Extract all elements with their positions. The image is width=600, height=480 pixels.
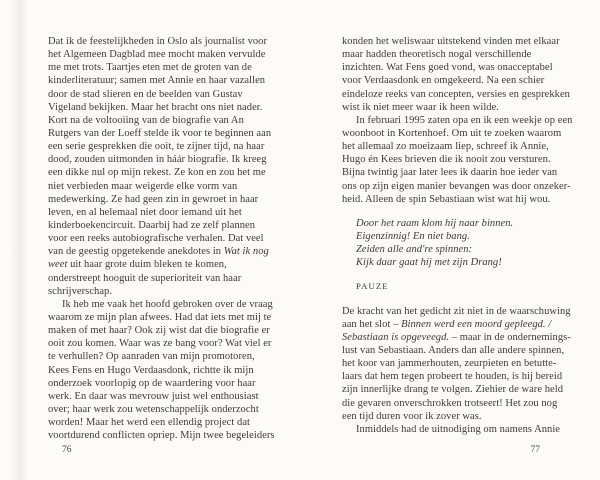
poem-line: Kijk daar gaat hij met zijn Drang! [356,257,502,269]
text-line: inzichten. Wat Fens goed vond, was onacceptabel [342,62,553,74]
blank-line [342,206,577,217]
text-line: van de geestig opgetekende anekdotes in Wat ik nog [48,246,269,258]
text-line: een tijd duren voor ik zover was. [342,410,482,422]
text-line: eindeloze reeks van concepten, versies en gesprekken [342,88,570,100]
text-line: ooit zou komen. Waar was ze bang voor? Wat viel er [48,338,272,350]
text-line: Kees Fens en Hugo Verdaasdonk, richtte ik mijn [48,364,254,376]
text-line: wist ik niet meer waar ik heen wilde. [342,101,499,113]
text-line: ons op zijn eigen manier bevangen was door onzeker- [342,180,571,192]
text-line: een serie gesprekken die ooit, te zijner tijd, na haar [48,141,265,153]
page-left-text [48,35,293,442]
text-line: werk. En daar was mevrouw juist wel enthousiast [48,390,259,402]
text-line: Kort na de voltooiing van de biografie van An [48,114,244,126]
text-line: medewerking. Ze had geen zin in gewroet in haar [48,193,259,205]
page-edge-shadow [10,0,28,480]
text-line: het Algemeen Dagblad mee mocht maken vervulde [48,49,266,61]
text-line: Bijna twintig jaar later lees ik daarin hoe ieder van [342,167,558,179]
text-line: het koor van jammerhouten, zeurpieten en betutte- [342,358,557,370]
text-line: kinderliteratuur; samen met Annie en haar vazallen [48,75,266,87]
text-line: Inmiddels had de uitnodiging om namens Annie [356,423,561,435]
text-line: over; haar werk zou wetenschappelijk onderzocht [48,403,259,415]
text-line: onderstreept hooguit de superioriteit van haar [48,272,242,284]
page-number-right: 77 [530,445,540,455]
text-line: konden het weliswaar uitstekend vinden met elkaar [342,36,560,47]
text-line: kinderboekencircuit. Daarbij had ze zelf plannen [48,219,256,231]
text-line: weet uit haar grote duim bleken te komen, [48,259,227,271]
page-right-text [342,35,577,436]
text-line: schrijverschap. [48,285,113,297]
page-number-left: 76 [62,445,72,455]
text-line: voor een reeks autobiografische verhalen. Dat veel [48,233,264,245]
text-line: woonboot in Kortenhoef. Om uit te zoeken waarom [342,127,562,139]
text-line: Sebastiaan is opgeveegd. – maar in de ondernemings- [342,331,571,343]
text-line: niet verbieden maar weigerde elke vorm van [48,180,238,192]
text-line: lust van Sebastiaan. Anders dan alle andere spinnen, [342,344,565,356]
text-line: maar hadden theoretisch nogal verschillende [342,49,532,61]
blank-line [342,269,577,280]
text-line: een dikke nul op mijn rekest. Ze kon en zou het me [48,167,266,179]
text-line: De kracht van het gedicht zit niet in de waarschuwing [342,305,571,317]
text-line: die gevaren onverschrokken trotseert! Het zou nog [342,397,558,409]
text-line: Dat ik de feestelijkheden in Oslo als journalist voor [48,36,268,47]
text-line: te verhullen? Op aanraden van mijn promotoren, [48,351,255,363]
text-line: door de stad slieren en de beelden van Gustav [48,88,243,100]
text-line: waarom ze mijn plan afwees. Had dat iets met mij te [48,311,272,323]
text-line: voortdurend conflicten opriep. Mijn twee begeleiders [48,430,275,442]
poem-line: Eigenzinnig! En niet bang. [356,230,470,242]
text-line: laars dat hem tegen probeert te houden, is hij bereid [342,371,563,383]
text-line: Vigeland bekijken. Maar het bracht ons niet nader. [48,101,263,113]
section-break-label: PAUZE [356,281,389,292]
blank-line [342,294,577,305]
text-line: heid. Alleen de spin Sebastiaan wist wat hij wou. [342,193,551,205]
text-line: Hugo én Kees brieven die ik nooit zou versturen. [342,154,551,166]
text-line: In februari 1995 zaten opa en ik een weekje op een [356,114,573,126]
text-line: aan het slot – Binnen werd een moord gepleegd. / [342,318,552,330]
text-line: Ik heb me vaak het hoofd gebroken over de vraag [62,298,273,310]
text-line: me met trots. Taartjes eten met de groten van de [48,62,252,74]
text-line: worden! Maar het werd een ellendig project dat [48,417,251,429]
text-line: het allemaal zo moeizaam liep, schreef ik Annie, [342,141,549,153]
poem-line: Zeiden alle and're spinnen: [356,244,473,256]
text-line: voor Verdaasdonk en omgekeerd. Na een schier [342,75,545,87]
poem-line: Door het raam klom hij naar binnen. [356,217,514,229]
text-line: Rutgers van der Loeff stelde ik voor te beginnen aan [48,127,272,139]
text-line: leven, en al helemaal niet door iemand uit het [48,206,242,218]
text-line: maken of met haar? Ook zij wist dat die biografie er [48,325,270,337]
text-line: dood, zouden uitmonden in háár biografie. Ik kreeg [48,154,267,166]
text-line: zijn innerlijke drang te volgen. Ziehier de ware held [342,384,564,396]
text-line: onderzoek voorlopig op de waardering voor haar [48,377,256,389]
